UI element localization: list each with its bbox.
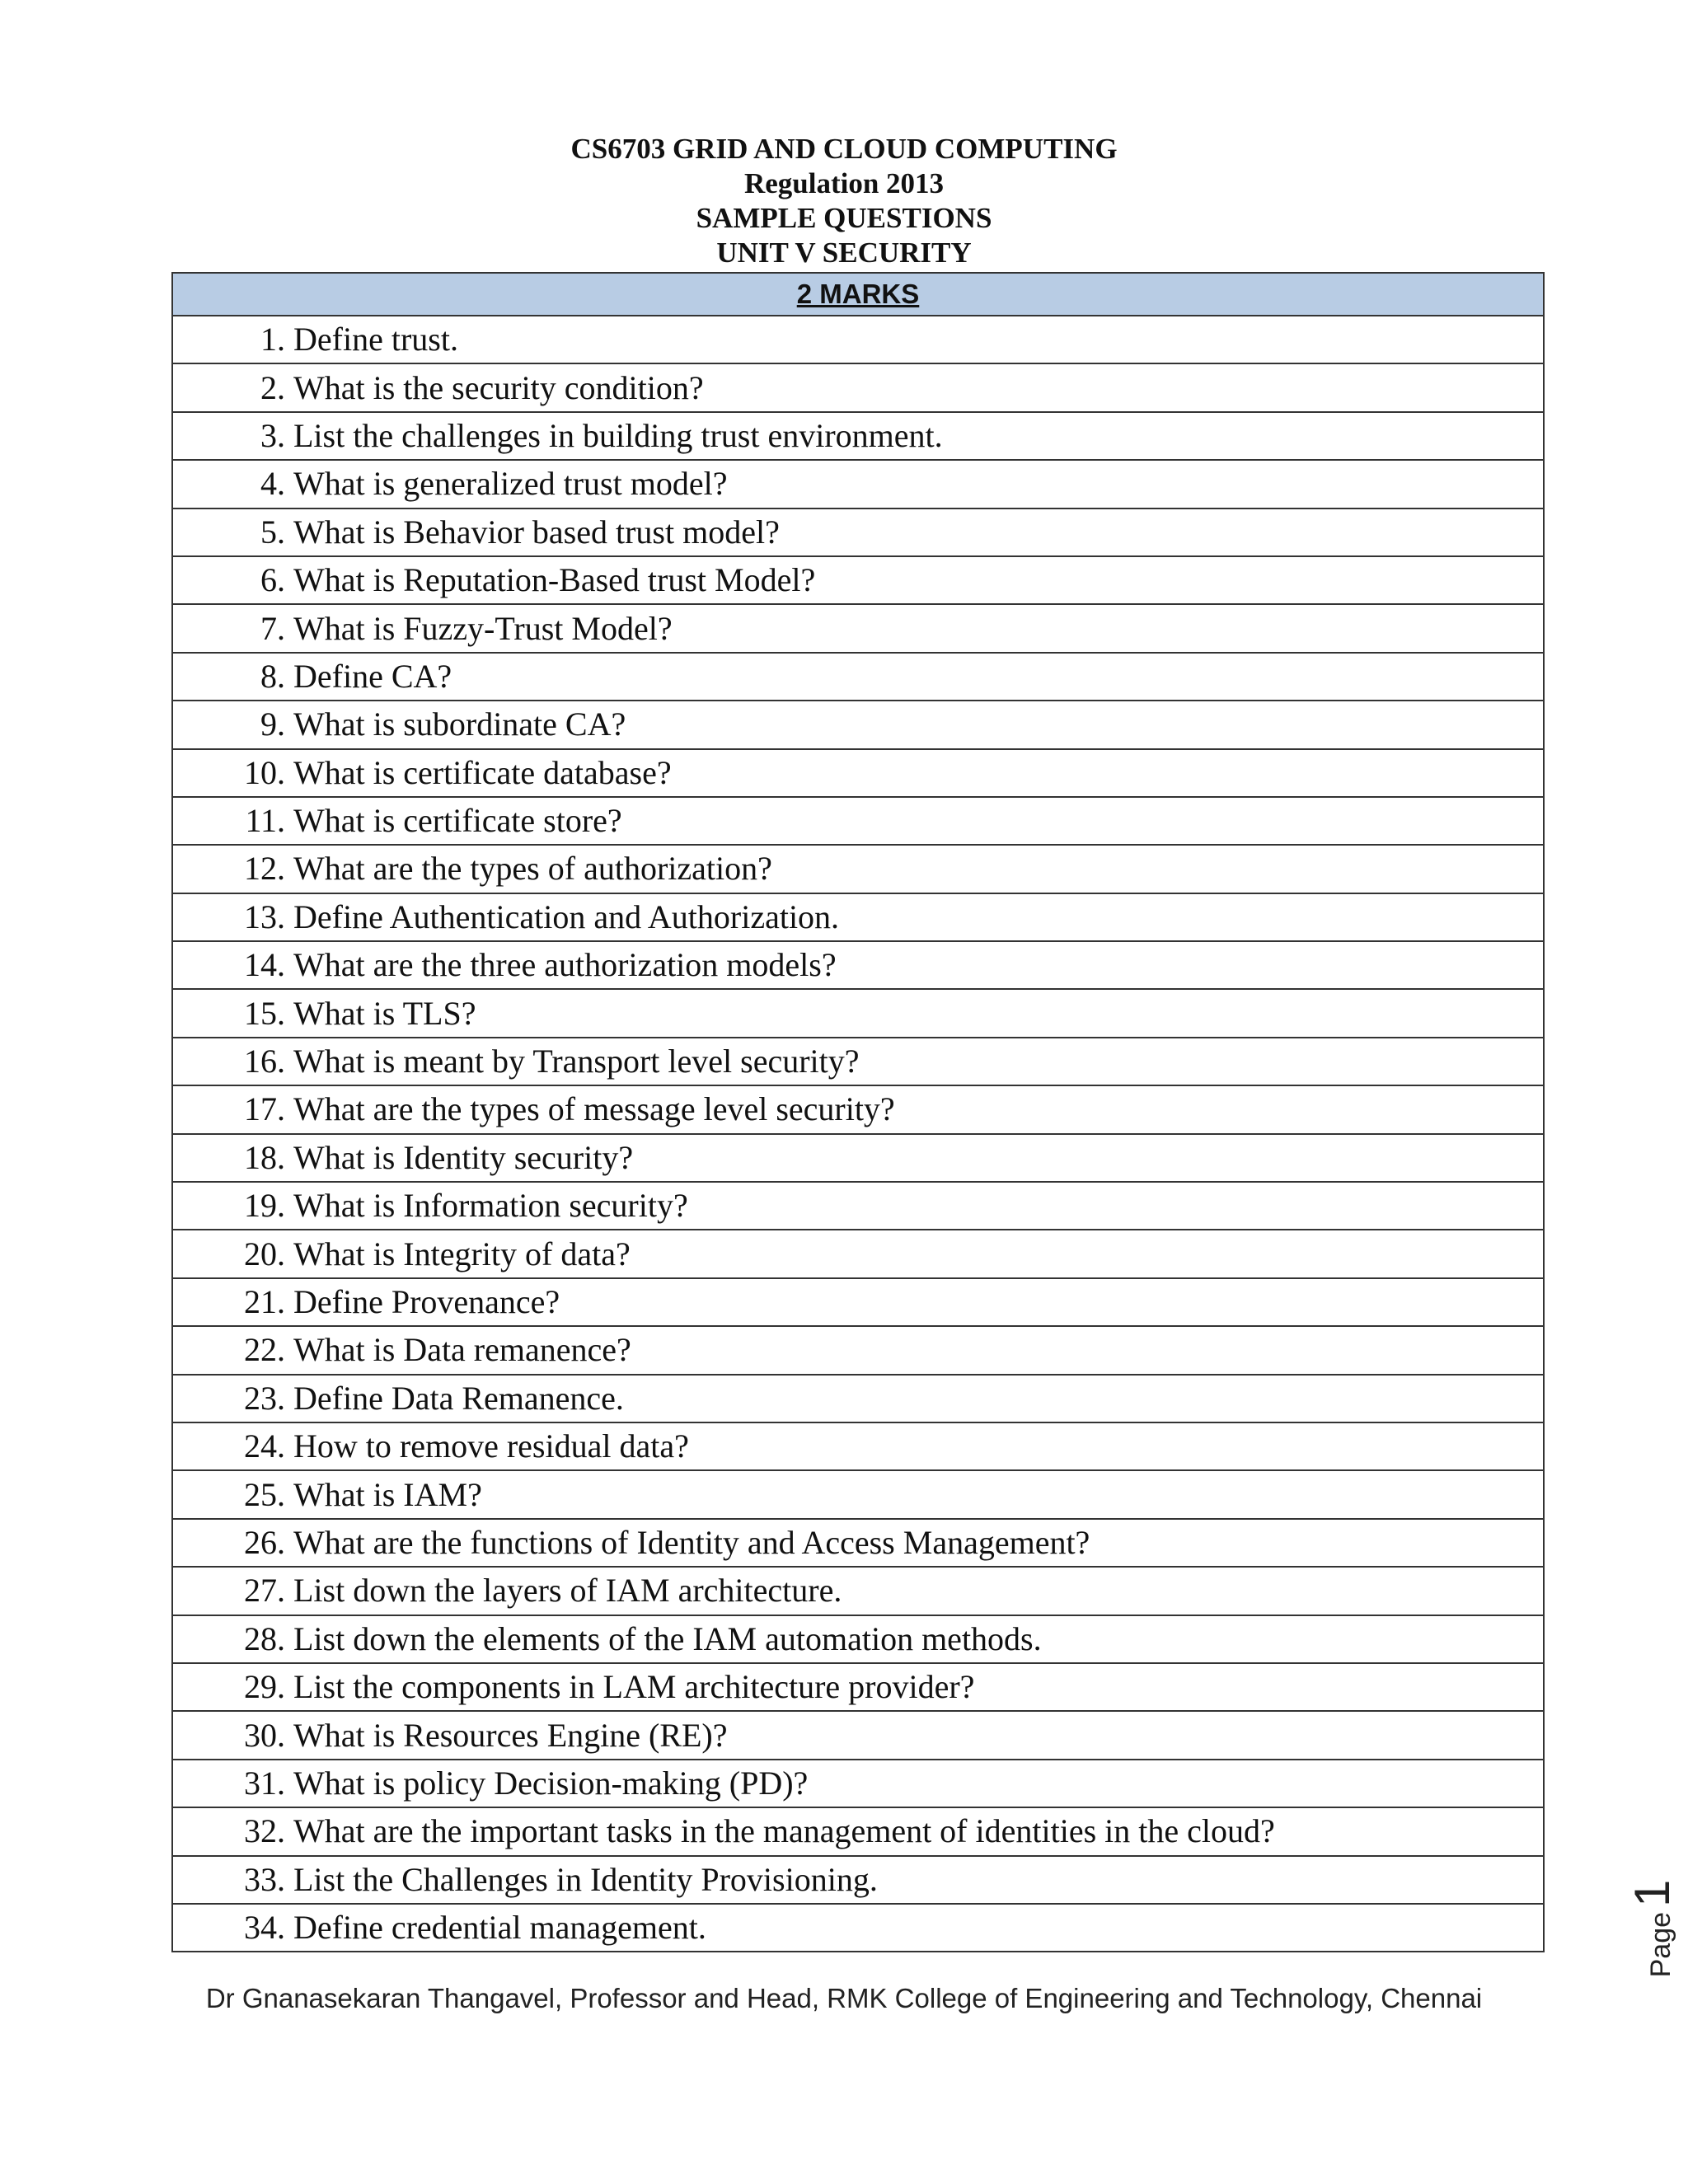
question-number: 6.: [260, 561, 285, 599]
question-row: [172, 701, 1544, 748]
question-number: 5.: [260, 513, 285, 551]
question-text: List the Challenges in Identity Provisioning.: [293, 1860, 878, 1898]
question-cell: [172, 1615, 1544, 1663]
question-number: 23.: [244, 1379, 285, 1417]
question-cell: [172, 1134, 1544, 1182]
question-number: 12.: [244, 850, 285, 888]
question-cell: [172, 989, 1544, 1037]
questions-table: [171, 272, 1545, 1952]
question-cell: [172, 1807, 1544, 1855]
question-number: 25.: [244, 1475, 285, 1513]
question-cell: [172, 1856, 1544, 1904]
question-cell: [172, 509, 1544, 556]
page-number: 1: [1625, 1879, 1680, 1907]
question-text: Define Authentication and Authorization.: [293, 898, 840, 935]
question-number: 18.: [244, 1138, 285, 1176]
question-row: [172, 316, 1544, 363]
question-number: 8.: [260, 657, 285, 695]
sample-questions-line: SAMPLE QUESTIONS: [696, 202, 992, 234]
question-text: What is IAM?: [293, 1475, 482, 1513]
question-number: 30.: [244, 1716, 285, 1754]
question-row: [172, 460, 1544, 508]
question-cell: [172, 1519, 1544, 1567]
question-text: What is Data remanence?: [293, 1331, 631, 1369]
question-number: 32.: [244, 1812, 285, 1850]
question-number: 13.: [244, 898, 285, 935]
question-cell: [172, 1182, 1544, 1230]
question-row: [172, 1856, 1544, 1904]
question-cell: [172, 797, 1544, 845]
question-text: What are the important tasks in the management of identities in the cloud?: [293, 1812, 1275, 1850]
question-text: What is policy Decision-making (PD)?: [293, 1764, 809, 1802]
question-text: What are the functions of Identity and Access Management?: [293, 1523, 1090, 1561]
question-row: [172, 509, 1544, 556]
question-cell: [172, 1230, 1544, 1277]
question-cell: [172, 460, 1544, 508]
question-row: [172, 363, 1544, 411]
question-text: List the challenges in building trust environment.: [293, 416, 943, 454]
question-row: [172, 1085, 1544, 1133]
regulation-line: Regulation 2013: [743, 167, 945, 199]
question-row: [172, 412, 1544, 460]
question-text: What are the three authorization models?: [293, 946, 837, 984]
question-row: [172, 1663, 1544, 1711]
question-row: [172, 1134, 1544, 1182]
question-number: 14.: [244, 946, 285, 984]
question-row: [172, 893, 1544, 941]
question-cell: [172, 1422, 1544, 1470]
footer-author: Dr Gnanasekaran Thangavel, Professor and Head, RMK College of Engineering and Technology, Chennai: [205, 1983, 1483, 2013]
question-text: Define CA?: [293, 657, 452, 695]
question-text: What are the types of authorization?: [293, 850, 772, 888]
question-text: List the components in LAM architecture provider?: [293, 1668, 975, 1706]
document-header: [0, 132, 1688, 270]
question-text: Define Data Remanence.: [293, 1379, 624, 1417]
question-row: [172, 1422, 1544, 1470]
question-row: [172, 797, 1544, 845]
question-row: [172, 1567, 1544, 1615]
question-number: 20.: [244, 1235, 285, 1272]
question-number: 22.: [244, 1331, 285, 1369]
question-cell: [172, 1375, 1544, 1422]
question-cell: [172, 1278, 1544, 1326]
question-text: What is Integrity of data?: [293, 1235, 631, 1272]
question-text: What is certificate database?: [293, 753, 672, 791]
question-row: [172, 604, 1544, 652]
question-row: [172, 1230, 1544, 1277]
question-cell: [172, 1085, 1544, 1133]
question-cell: [172, 893, 1544, 941]
question-text: What is Behavior based trust model?: [293, 513, 780, 551]
question-text: What is the security condition?: [293, 368, 704, 406]
question-cell: [172, 845, 1544, 893]
question-row: [172, 556, 1544, 604]
question-row: [172, 749, 1544, 797]
question-number: 28.: [244, 1619, 285, 1657]
question-number: 11.: [245, 802, 285, 840]
question-number: 19.: [244, 1187, 285, 1225]
question-row: [172, 1760, 1544, 1807]
marks-header-row: [172, 273, 1544, 316]
question-number: 7.: [260, 609, 285, 647]
question-cell: [172, 1326, 1544, 1374]
question-number: 10.: [244, 753, 285, 791]
question-row: [172, 1711, 1544, 1759]
question-row: [172, 1278, 1544, 1326]
question-number: 31.: [244, 1764, 285, 1802]
question-number: 26.: [244, 1523, 285, 1561]
question-cell: [172, 363, 1544, 411]
question-cell: [172, 556, 1544, 604]
question-number: 16.: [244, 1043, 285, 1080]
question-number: 4.: [260, 465, 285, 503]
question-text: How to remove residual data?: [293, 1427, 689, 1465]
question-row: [172, 1326, 1544, 1374]
question-text: What is Reputation-Based trust Model?: [293, 561, 816, 599]
question-cell: [172, 316, 1544, 363]
question-cell: [172, 749, 1544, 797]
question-row: [172, 1519, 1544, 1567]
question-row: [172, 1615, 1544, 1663]
question-number: 33.: [244, 1860, 285, 1898]
question-text: What is Resources Engine (RE)?: [293, 1716, 728, 1754]
question-text: What is certificate store?: [293, 802, 622, 840]
question-cell: [172, 653, 1544, 701]
question-number: 3.: [260, 416, 285, 454]
question-row: [172, 989, 1544, 1037]
question-number: 24.: [244, 1427, 285, 1465]
question-cell: [172, 1470, 1544, 1518]
question-text: List down the elements of the IAM automation methods.: [293, 1619, 1042, 1657]
question-text: What is subordinate CA?: [293, 705, 626, 743]
question-number: 1.: [260, 321, 285, 359]
question-text: Define Provenance?: [293, 1283, 560, 1320]
question-text: What is Information security?: [293, 1187, 688, 1225]
question-cell: [172, 1663, 1544, 1711]
question-cell: [172, 701, 1544, 748]
question-cell: [172, 1904, 1544, 1952]
question-cell: [172, 1567, 1544, 1615]
question-row: [172, 845, 1544, 893]
question-row: [172, 941, 1544, 989]
question-text: What are the types of message level security?: [293, 1090, 895, 1128]
question-number: 21.: [244, 1283, 285, 1320]
question-row: [172, 1807, 1544, 1855]
question-cell: [172, 604, 1544, 652]
question-number: 27.: [244, 1572, 285, 1610]
question-row: [172, 1904, 1544, 1952]
question-text: What is Fuzzy-Trust Model?: [293, 609, 673, 647]
question-cell: [172, 1711, 1544, 1759]
question-cell: [172, 941, 1544, 989]
question-cell: [172, 1038, 1544, 1085]
question-number: 17.: [244, 1090, 285, 1128]
question-text: What is TLS?: [293, 994, 476, 1032]
question-text: What is meant by Transport level security?: [293, 1043, 860, 1080]
question-text: Define trust.: [293, 321, 458, 359]
question-row: [172, 1470, 1544, 1518]
course-title: CS6703 GRID AND CLOUD COMPUTING: [570, 133, 1118, 165]
question-text: What is generalized trust model?: [293, 465, 728, 503]
question-number: 9.: [260, 705, 285, 743]
question-number: 15.: [244, 994, 285, 1032]
question-row: [172, 1182, 1544, 1230]
unit-title: UNIT V SECURITY: [716, 237, 972, 269]
question-row: [172, 1375, 1544, 1422]
marks-heading: 2 MARKS: [172, 273, 1544, 316]
question-cell: [172, 412, 1544, 460]
question-number: 2.: [260, 368, 285, 406]
question-text: What is Identity security?: [293, 1138, 634, 1176]
question-number: 29.: [244, 1668, 285, 1706]
question-cell: [172, 1760, 1544, 1807]
question-text: Define credential management.: [293, 1909, 706, 1947]
question-row: [172, 1038, 1544, 1085]
question-row: [172, 653, 1544, 701]
page-label: Page: [1645, 1911, 1676, 1978]
page-number-mark: [1595, 1879, 1680, 1978]
question-number: 34.: [244, 1909, 285, 1947]
question-text: List down the layers of IAM architecture.: [293, 1572, 842, 1610]
